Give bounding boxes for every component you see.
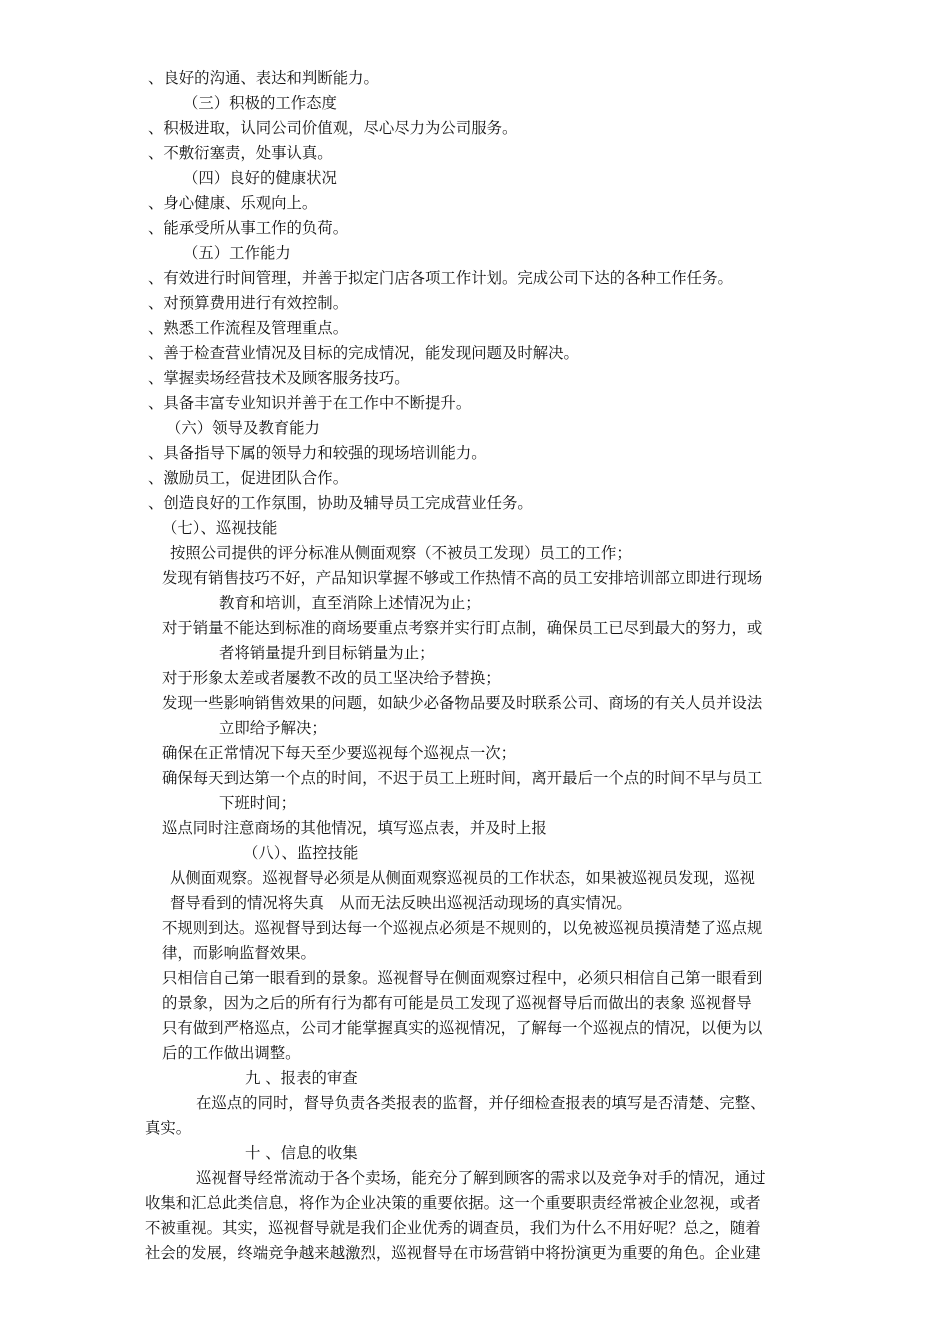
text-line: 立即给予解决； — [219, 719, 327, 737]
section-heading: （五）工作能力 — [183, 244, 291, 262]
text-line: 、激励员工，促进团队合作。 — [148, 469, 349, 487]
section-heading: 九 、报表的审查 — [245, 1069, 358, 1087]
text-line: 、具备丰富专业知识并善于在工作中不断提升。 — [148, 394, 472, 412]
section-heading: （八）、监控技能 — [243, 844, 359, 862]
text-line: 在巡点的同时，督导负责各类报表的监督，并仔细检查报表的填写是否清楚、完整、 — [196, 1094, 766, 1112]
text-line: 下班时间； — [219, 794, 296, 812]
section-heading: （六）领导及教育能力 — [166, 419, 320, 437]
text-line: 巡视督导经常流动于各个卖场，能充分了解到顾客的需求以及竞争对手的情况，通过 — [196, 1169, 766, 1187]
text-line: 发现一些影响销售效果的问题，如缺少必备物品要及时联系公司、商场的有关人员并设法 — [162, 694, 763, 712]
text-line: 收集和汇总此类信息，将作为企业决策的重要依据。这一个重要职责经常被企业忽视，或者 — [145, 1194, 761, 1212]
text-line: 者将销量提升到目标销量为止； — [219, 644, 435, 662]
section-heading: 十 、信息的收集 — [245, 1144, 358, 1162]
text-line: 社会的发展，终端竞争越来越激烈，巡视督导在市场营销中将扮演更为重要的角色。企业建 — [145, 1244, 761, 1262]
text-line: 确保每天到达第一个点的时间，不迟于员工上班时间，离开最后一个点的时间不早与员工 — [162, 769, 763, 787]
text-line: 、良好的沟通、表达和判断能力。 — [148, 69, 379, 87]
text-line: 发现有销售技巧不好，产品知识掌握不够或工作热情不高的员工安排培训部立即进行现场 — [162, 569, 763, 587]
text-line: 的景象，因为之后的所有行为都有可能是员工发现了巡视督导后而做出的表象 巡视督导 — [162, 994, 752, 1012]
text-line: 、身心健康、乐观向上。 — [148, 194, 318, 212]
text-line: 、不敷衍塞责，处事认真。 — [148, 144, 333, 162]
text-line: 律，而影响监督效果。 — [162, 944, 316, 962]
text-line: 巡点同时注意商场的其他情况，填写巡点表，并及时上报 — [162, 819, 547, 837]
text-line: 不规则到达。巡视督导到达每一个巡视点必须是不规则的，以免被巡视员摸清楚了巡点规 — [162, 919, 763, 937]
text-line: 确保在正常情况下每天至少要巡视每个巡视点一次； — [162, 744, 516, 762]
text-line: 、具备指导下属的领导力和较强的现场培训能力。 — [148, 444, 487, 462]
text-line: 教育和培训，直至消除上述情况为止； — [219, 594, 481, 612]
text-line: 对于销量不能达到标准的商场要重点考察并实行盯点制，确保员工已尽到最大的努力，或 — [162, 619, 763, 637]
text-line: 、熟悉工作流程及管理重点。 — [148, 319, 349, 337]
text-line: 、对预算费用进行有效控制。 — [148, 294, 349, 312]
text-line: 、掌握卖场经营技术及顾客服务技巧。 — [148, 369, 410, 387]
text-line: 对于形象太差或者屡教不改的员工坚决给予替换； — [162, 669, 501, 687]
text-line: 、有效进行时间管理，并善于拟定门店各项工作计划。完成公司下达的各种工作任务。 — [148, 269, 733, 287]
text-line: 、善于检查营业情况及目标的完成情况，能发现问题及时解决。 — [148, 344, 579, 362]
text-line: 从侧面观察。巡视督导必须是从侧面观察巡视员的工作状态，如果被巡视员发现，巡视 — [170, 869, 755, 887]
text-line: 、创造良好的工作氛围，协助及辅导员工完成营业任务。 — [148, 494, 533, 512]
text-line: 督导看到的情况将失真 从而无法反映出巡视活动现场的真实情况。 — [170, 894, 632, 912]
text-line: 只有做到严格巡点，公司才能掌握真实的巡视情况，了解每一个巡视点的情况，以便为以 — [162, 1019, 763, 1037]
text-line: 、能承受所从事工作的负荷。 — [148, 219, 349, 237]
section-heading: （七）、巡视技能 — [162, 519, 278, 537]
text-line: 不被重视。其实，巡视督导就是我们企业优秀的调查员，我们为什么不用好呢？总之，随着 — [145, 1219, 761, 1237]
text-line: 按照公司提供的评分标准从侧面观察（不被员工发现）员工的工作； — [170, 544, 632, 562]
text-line: 后的工作做出调整。 — [162, 1044, 301, 1062]
text-line: 真实。 — [145, 1119, 192, 1137]
text-line: 只相信自己第一眼看到的景象。巡视督导在侧面观察过程中，必须只相信自己第一眼看到 — [162, 969, 763, 987]
section-heading: （四）良好的健康状况 — [183, 169, 337, 187]
text-line: 、积极进取，认同公司价值观，尽心尽力为公司服务。 — [148, 119, 518, 137]
section-heading: （三）积极的工作态度 — [183, 94, 337, 112]
